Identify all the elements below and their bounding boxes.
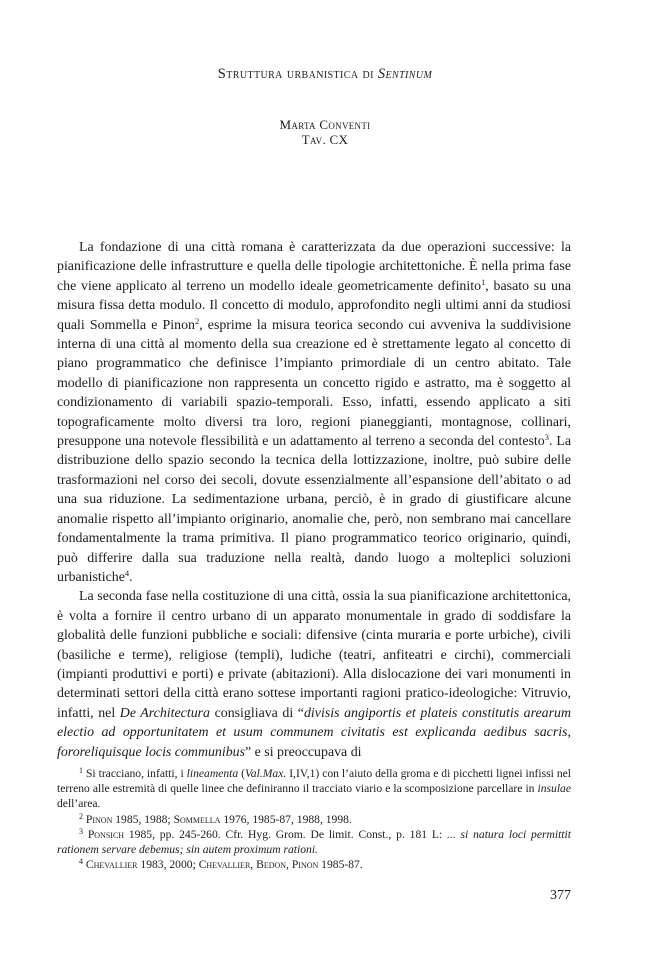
footnote-number: 4 [79,857,83,867]
text-run: . La distribuzione dello spazio secondo la tecnica della lottizzazione, inoltre, può subire delle trasformazioni nel corso dei secoli, dovute essenzialmente all’espansione dell’abitato o ad una sua riduzione. La sedimentazione urbana, perciò, è in grado di giustificare alcune anomalie rispetto all’impianto originario, anomalie che, però, non sembrano mai cancellare fondamentalmente la trama primitiva. Il piano programmatico teorico originario, quindi, può differire dalla sua traduzione nella realtà, dando luogo a molteplici soluzioni urbanistiche [57,434,571,585]
title-place-name: Sentinum [377,66,433,82]
text-run: consigliava di “ [210,705,304,721]
author-citation: Sommella [173,812,221,826]
footnote-ref-4: 4 [124,567,130,578]
book-title: De Architectura [119,705,210,721]
footnotes [57,766,571,872]
text-run: 1976, 1985-87, 1988, 1998. [220,812,352,826]
title-text: Struttura urbanistica di [217,66,374,82]
author-citation: Chevallier [85,858,138,872]
footnote-number: 2 [79,811,83,821]
plate-reference: Tav. CX [301,132,349,147]
text-run: Si tracciano, infatti, i [85,767,187,780]
text-run: Val.Max. [245,767,287,780]
author-citation: Pinon [85,812,113,826]
text-run: , basato su una misura fissa detta modulo. Il concetto di modulo, approfondito negli ultimi anni da studiosi quali Sommella e Pinon [57,278,571,333]
text-run: ” e si preoccupava di [245,744,362,760]
author-name: Marta Conventi [279,117,371,132]
text-run: 1985, pp. 245-260. Cfr. Hyg. Grom. De limit. Const., p. 181 L: [124,827,448,841]
author-citation: Chevallier, Bedon, Pinon [198,858,319,872]
footnote-number: 1 [79,766,83,775]
text-run: 1985-87. [318,858,363,872]
latin-quote: divisis angiportis et plateis constitutis arearum electio ad opportunitatem et usum communem civitatis est explicanda aedibus sacris, fororeliquisque locis communibus [57,705,572,760]
text-run: dell’area. [57,797,101,811]
text-run: La fondazione di una città romana è caratterizzata da due operazioni successive: la pianificazione delle infrastrutture e quella delle tipologie architettoniche. È nella prima fase che viene applicato al terreno un modello ideale geometricamente definito [57,240,571,294]
text-run: insulae [537,782,571,796]
text-run: La seconda fase nella costituzione di una città, ossia la sua pianificazione architettonica, è volta a fornire il centro urbano di un apparato monumentale in grado di soddisfare la globalità delle funzioni pubbliche e sociali: difensive (cinta muraria e porte urbiche), civili (basiliche e terme), religiose (templi), ludiche (teatri, anfiteatri e circhi), commerciali (impianti produttivi e porti) e private (abitazioni). Alla dislocazione dei vari monumenti in determinati settori della città erano sottese importanti ragioni pratico-ideologiche: Vitruvio, infatti, nel [57,589,571,721]
paragraph-2 [57,587,571,762]
author-citation: Ponsich [87,827,125,841]
footnote-3 [57,827,571,857]
text-run: 1983, 2000; [137,858,199,872]
paragraph-1 [57,238,571,587]
body-text [57,238,571,762]
text-run: ( [238,767,246,780]
footnote-1 [57,766,571,812]
footnote-ref-2: 2 [194,315,200,326]
footnote-2 [57,812,571,827]
text-run: I,IV,1) con l’aiuto della groma e di picchetti lignei infissi nel terreno alle estremità di quelle linee che definiranno il tracciato viario e la scomposizione parcellare in [57,767,571,796]
footnote-number: 3 [79,826,83,836]
text-run: . [129,569,133,585]
text-run: 1985, 1988; [112,812,174,826]
article-title [0,66,650,83]
text-run: , esprime la misura teorica secondo cui avveniva la suddivisione interna di una città al momento della sua creazione ed è strettamente legato al concetto di piano programmatico che definisce l’impianto primordiale di un centro abitato. Tale modello di pianificazione non rappresenta un concetto rigido e astratto, ma è soggetto al condizionamento di variabili spazio-temporali. Esso, infatti, essendo applicato a siti topograficamente molto diversi tra loro, regioni pianeggianti, montagnose, collinari, presuppone una notevole flessibilità e un adattamento al terreno a seconda del contesto [57,317,571,450]
latin-quote: ... si natura loci permittit rationem servare debemus; sin autem proximum rationi. [57,827,571,857]
footnote-ref-1: 1 [481,276,486,287]
text-run: lineamenta [186,767,239,780]
footnote-ref-3: 3 [544,432,549,443]
page-number: 377 [550,888,571,903]
footnote-4 [57,857,571,872]
